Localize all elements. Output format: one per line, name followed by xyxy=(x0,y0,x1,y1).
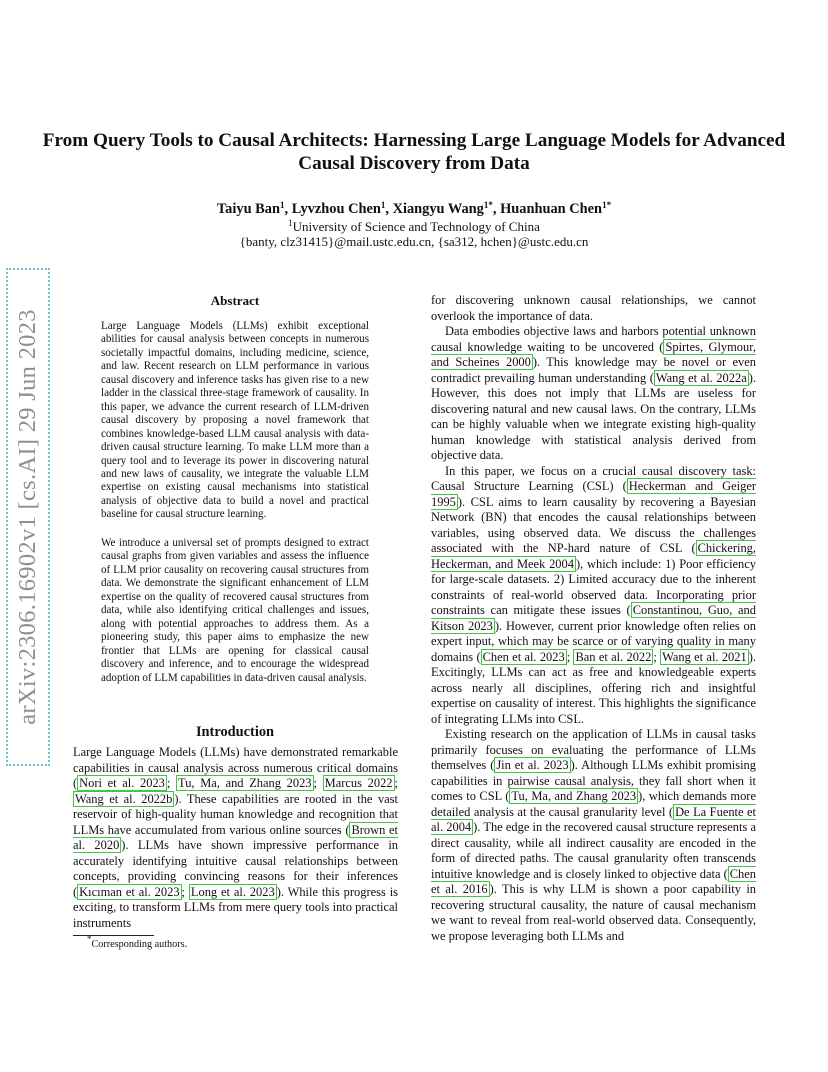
citation-link[interactable]: Marcus 2022 xyxy=(324,776,393,790)
author-mark: 1 xyxy=(279,200,285,210)
citation-link[interactable]: Jin et al. 2023 xyxy=(496,758,569,772)
citation-link[interactable]: Chickering, Heckerman, and Meek 2004 xyxy=(431,541,756,571)
affiliation-mark: 1 xyxy=(288,218,293,228)
citation-link[interactable]: Constantinou, Guo, and Kitson 2023 xyxy=(431,603,756,633)
affiliation-text: University of Science and Technology of China xyxy=(292,219,540,234)
author-separator: , xyxy=(385,201,393,217)
existing-research-paragraph xyxy=(431,727,756,944)
abstract-paragraph-2 xyxy=(101,537,369,685)
author-name: Lyvzhou Chen xyxy=(291,201,381,217)
arxiv-stamp-text: arXiv:2306.16902v1 [cs.AI] 29 Jun 2023 xyxy=(14,309,41,725)
footnote-mark: * xyxy=(87,934,92,944)
text: ). Although LLMs exhibit promising capabilities in pairwise causal analysis, they fall short when it comes to CSL ( xyxy=(431,758,756,803)
citation-link[interactable]: Spirtes, Glymour, and Scheines 2000 xyxy=(431,339,756,369)
text: Existing research on the application of LLMs in causal tasks primarily focuses on evaluating the performance of LLMs themselves ( xyxy=(431,727,756,772)
text: ; xyxy=(653,649,661,664)
text: ). However, current prior knowledge often relies on expert input, which may be scarce or of varying quality in many domains ( xyxy=(431,618,756,664)
author-emails: {banty, clz31415}@mail.ustc.edu.cn, {sa312, hchen}@ustc.edu.cn xyxy=(239,234,589,249)
data-paragraph xyxy=(431,324,756,464)
author-mark: 1* xyxy=(602,200,612,210)
author-name: Xiangyu Wang xyxy=(392,201,484,217)
arxiv-stamp xyxy=(6,268,50,766)
author-mark: 1* xyxy=(483,200,493,210)
text: In this paper, we focus on a crucial causal discovery task: Causal Structure Learning (CSL) ( xyxy=(431,463,756,493)
author-name: Huanhuan Chen xyxy=(500,201,603,217)
text: ; xyxy=(181,884,189,899)
citation-link[interactable]: Kıcıman et al. 2023 xyxy=(79,884,180,899)
right-column-body xyxy=(431,293,756,944)
continued-paragraph: for discovering unknown causal relationships, we cannot overlook the importance of data. xyxy=(431,293,756,323)
citation-link[interactable]: Chen et al. 2023 xyxy=(482,649,565,664)
text: ). LLMs have shown impressive performance in accurately identifying intuitive causal relationships between concepts, providing convincing reasons for their inferences ( xyxy=(73,838,398,899)
author-list xyxy=(40,200,788,218)
author-separator: , xyxy=(492,201,501,217)
abstract-heading: Abstract xyxy=(210,293,260,308)
citation-link[interactable]: Heckerman and Geiger 1995 xyxy=(431,479,756,509)
text: ). The edge in the recovered causal structure represents a direct causality, while all indirect causality are encoded in the form of directed paths. The causal granularity often transcends intuitive knowledge and is closely linked to objective data ( xyxy=(431,820,756,881)
text: ). However, this does not imply that LLMs are useless for discovering natural and new causal laws. On the contrary, LLMs can be highly valuable when we integrate existing high-quality human knowledge with statistical analysis derived from objective data. xyxy=(431,370,756,462)
citation-link[interactable]: Brown et al. 2020 xyxy=(73,822,398,852)
citation-link[interactable]: Wang et al. 2021 xyxy=(662,649,747,664)
abstract-text-2: We introduce a universal set of prompts designed to extract causal graphs from given variables and assess the influence of LLM prior causality on recovering causal structures from data. We demonstrate the significant enhancement of LLM expertise on the quality of recovered causal structures from data, while also identifying critical challenges and issues, along with potential approaches to address them. As a pioneering study, this paper aims to emphasize the new frontier that LLMs are opening for classical causal discovery and inference, and to encourage the widespread adoption of LLM capabilities in data-driven causal analysis. xyxy=(101,537,369,684)
paper-title: From Query Tools to Causal Architects: Harnessing Large Language Models for Advanced Causal Discovery from Data xyxy=(42,130,786,174)
citation-link[interactable]: De La Fuente et al. 2004 xyxy=(431,804,757,834)
citation-link[interactable]: Tu, Ma, and Zhang 2023 xyxy=(511,789,637,803)
abstract-text-1: Large Language Models (LLMs) exhibit exceptional abilities for causal analysis between concepts in numerous societally impactful domains, including medicine, science, and law. Recent research on LLM performance in various causal discovery and inference tasks has given rise to a new ladder in the classical three-stage framework of causality. In this paper, we advance the current research of LLM-driven causal discovery by proposing a novel framework that combines knowledge-based LLM causal analysis with data-driven causal structure learning. To make LLM more than a query tool and to leverage its power in discovering natural and new laws of causality, we integrate the valuable LLM expertise on existing causal mechanisms into statistical analysis of objective data to build a novel and practical baseline for causal structure learning. xyxy=(101,320,369,521)
abstract-paragraph-1 xyxy=(101,320,369,522)
text: ). CSL aims to learn causality by recovering a Bayesian Network (BN) that encodes the causal relationships between variables, using observed data. We discuss the challenges associated with the NP-hard nature of CSL ( xyxy=(431,494,756,555)
citation-link[interactable]: Chen et al. 2016 xyxy=(431,866,756,896)
left-column-body xyxy=(73,745,398,931)
citation-link[interactable]: Wang et al. 2022a xyxy=(655,370,747,385)
csl-paragraph xyxy=(431,464,756,728)
text: ). This is why LLM is shown a poor capability in recovering structural causality, the nature of causal mechanism we want to reveal from real-world observed data. Consequently, we propose leveraging both LLMs and xyxy=(431,882,757,943)
text: ), which include: 1) Poor efficiency for large-scale datasets. 2) Limited accuracy due to the inherent constraints of real-world observed data. Incorporating prior constraints can mitigate these issues ( xyxy=(431,556,756,617)
citation-link[interactable]: Ban et al. 2022 xyxy=(575,649,652,664)
citation-link[interactable]: Wang et al. 2022b xyxy=(75,791,173,806)
citation-link[interactable]: Nori et al. 2023 xyxy=(79,776,165,790)
text: ; xyxy=(313,776,323,790)
citation-link[interactable]: Tu, Ma, and Zhang 2023 xyxy=(178,776,312,790)
text: ). This knowledge may be novel or even contradict prevailing human understanding ( xyxy=(431,355,757,385)
text: Data embodies objective laws and harbors potential unknown causal knowledge waiting to be uncovered ( xyxy=(431,324,756,354)
affiliation xyxy=(40,219,788,234)
footnote-text: Corresponding authors. xyxy=(91,939,188,950)
text: ). These capabilities are rooted in the vast reservoir of high-quality human knowledge and recognition that LLMs have accumulated from various online sources ( xyxy=(73,791,398,837)
intro-paragraph-1 xyxy=(73,745,398,931)
text: Large Language Models (LLMs) have demonstrated remarkable capabilities in causal analysis across numerous critical domains ( xyxy=(73,745,398,790)
introduction-heading: Introduction xyxy=(195,724,275,740)
footnote-rule xyxy=(73,935,154,936)
text: ; xyxy=(166,776,177,790)
text: ; xyxy=(394,776,398,790)
text: ). While this progress is exciting, to transform LLMs from mere query tools into practical instruments xyxy=(73,884,398,930)
text: ). Excitingly, LLMs can act as free and knowledgeable experts across nearly all disciplines, offering rich and insightful expertise on causality of interest. This highlights the significance of integrating LLMs into CSL. xyxy=(431,649,756,726)
author-mark: 1 xyxy=(380,200,386,210)
author-name: Taiyu Ban xyxy=(216,201,280,217)
footnote xyxy=(87,934,188,950)
text: ; xyxy=(566,649,574,664)
citation-link[interactable]: Long et al. 2023 xyxy=(190,884,275,899)
text: ), which demands more detailed analysis at the causal granularity level ( xyxy=(431,789,756,819)
author-separator: , xyxy=(284,201,292,217)
